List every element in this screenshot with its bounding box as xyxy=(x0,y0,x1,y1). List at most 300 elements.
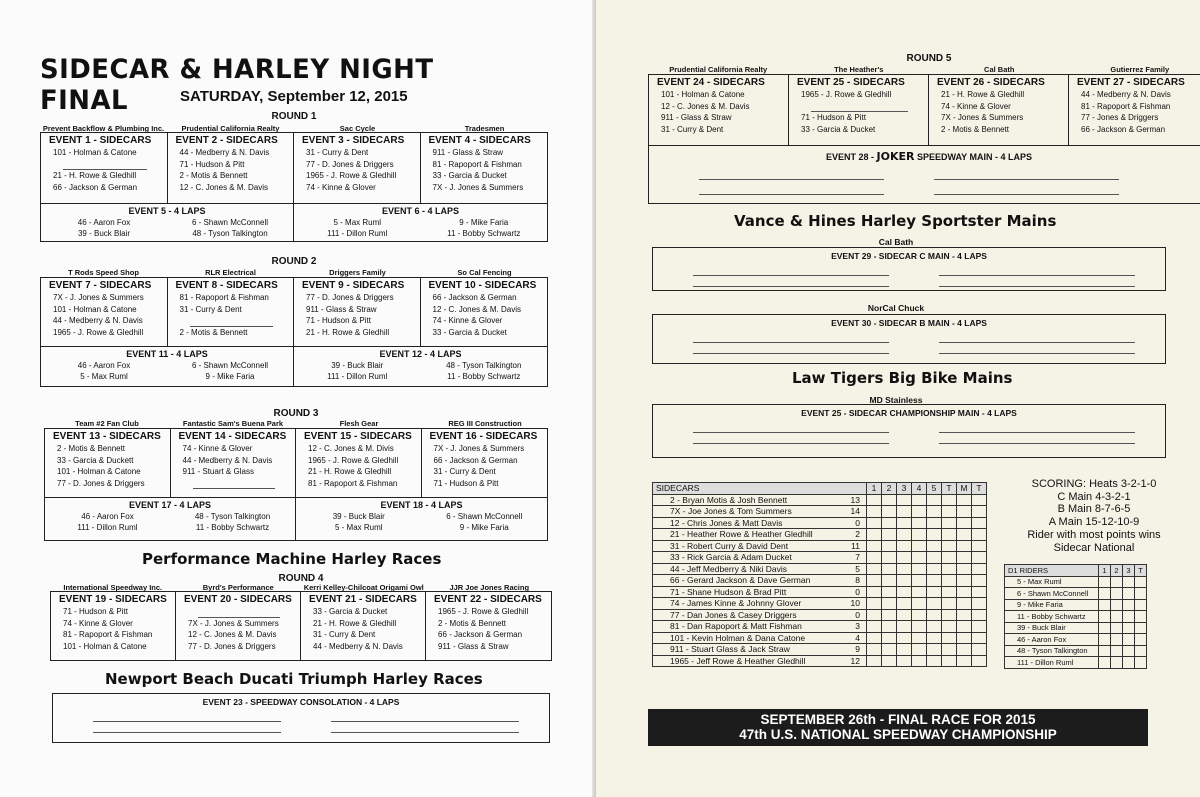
score-cell xyxy=(897,609,912,621)
score-cell xyxy=(942,644,957,656)
heat-entry: 81 - Rapoport & Fishman xyxy=(432,159,522,169)
score-cell xyxy=(1111,657,1123,669)
heat-title: EVENT 13 - SIDECARS xyxy=(53,431,161,442)
score-cell xyxy=(897,517,912,529)
score-cell xyxy=(882,494,897,506)
score-cell xyxy=(882,517,897,529)
heat-title: EVENT 26 - SIDECARS xyxy=(937,77,1045,88)
score-cell xyxy=(912,644,927,656)
four-lap-title: EVENT 6 - 4 LAPS xyxy=(381,206,460,216)
heat-entry: 81 - Rapoport & Fishman xyxy=(308,478,398,488)
blank-line xyxy=(934,184,1119,195)
heat-entry: 911 - Glass & Straw xyxy=(661,113,732,123)
heat-title: EVENT 2 - SIDECARS xyxy=(175,135,278,146)
heat-entry: 2 - Motis & Bennett xyxy=(438,618,507,628)
heat-cell xyxy=(422,429,548,497)
team-name: 77 - Dan Jones & Casey Driggers xyxy=(670,609,797,620)
four-lap-title: EVENT 17 - 4 LAPS xyxy=(128,500,212,510)
heat-title: EVENT 24 - SIDECARS xyxy=(657,77,765,88)
score-cell xyxy=(867,575,882,587)
event-29-box xyxy=(652,247,1166,291)
score-cell xyxy=(972,563,987,575)
standings-row xyxy=(653,575,987,587)
four-lap-cell xyxy=(41,347,294,386)
team-cell xyxy=(653,632,867,644)
score-cell xyxy=(912,494,927,506)
blank-line xyxy=(190,315,274,327)
score-cell xyxy=(1135,622,1147,634)
team-name: 7X - Joe Jones & Tom Summers xyxy=(670,506,792,517)
heat-entry: 101 - Holman & Catone xyxy=(53,304,137,314)
score-cell xyxy=(897,540,912,552)
d1-rider: 46 - Aaron Fox xyxy=(1005,634,1099,646)
score-cell xyxy=(1123,599,1135,611)
four-lap-title: EVENT 12 - 4 LAPS xyxy=(379,349,462,359)
md-stainless-sponsor: MD Stainless xyxy=(869,395,923,405)
team-points: 0 xyxy=(855,609,860,620)
heat-title: EVENT 10 - SIDECARS xyxy=(428,280,537,291)
score-cell xyxy=(972,540,987,552)
score-cell xyxy=(957,598,972,610)
standings-row xyxy=(653,529,987,541)
score-cell xyxy=(882,552,897,564)
d1-row xyxy=(1005,645,1147,657)
heat-cell xyxy=(168,278,295,346)
heat-entry: 911 - Stuart & Glass xyxy=(182,467,254,477)
blank-line xyxy=(198,606,280,618)
team-name: 911 - Stuart Glass & Jack Straw xyxy=(670,644,790,655)
heat-entry: 21 - H. Rowe & Gledhill xyxy=(941,90,1025,99)
score-cell xyxy=(942,529,957,541)
four-lap-riders xyxy=(300,511,543,533)
score-cell xyxy=(957,575,972,587)
heat-cell xyxy=(789,75,929,145)
score-cell xyxy=(927,494,942,506)
team-points: 14 xyxy=(850,506,860,516)
heat-entry: 911 - Glass & Straw xyxy=(438,641,509,651)
heat-entry: 7X - J. Jones & Summers xyxy=(53,293,144,302)
score-cell xyxy=(972,529,987,541)
rider-entry: 5 - Max Ruml xyxy=(334,523,383,532)
heat-cell xyxy=(294,278,421,346)
heat-entry: 71 - Hudson & Pitt xyxy=(179,159,245,169)
heat-entry: 71 - Hudson & Pitt xyxy=(433,478,499,488)
score-cell xyxy=(972,621,987,633)
event-25-champ-box xyxy=(652,404,1166,458)
score-cell xyxy=(927,563,942,575)
team-cell xyxy=(653,529,867,541)
heat-entry: 31 - Curry & Dent xyxy=(179,304,242,314)
heat-entry: 101 - Holman & Catone xyxy=(53,148,137,157)
score-cell xyxy=(957,552,972,564)
score-cell xyxy=(957,609,972,621)
rider-entry: 48 - Tyson Talkington xyxy=(194,512,271,521)
left-round1-label: ROUND 1 xyxy=(271,111,317,122)
score-cell xyxy=(927,517,942,529)
score-cell xyxy=(1111,599,1123,611)
score-cell xyxy=(942,563,957,575)
sidecar-standings-table xyxy=(652,482,987,667)
heat-entry: 33 - Garcia & Ducket xyxy=(432,171,507,181)
score-cell xyxy=(1135,599,1147,611)
score-cell xyxy=(1135,657,1147,669)
heat-grid xyxy=(50,591,552,661)
team-points: 12 xyxy=(850,655,860,666)
event-28-post: SPEEDWAY MAIN - 4 LAPS xyxy=(914,152,1032,162)
score-cell xyxy=(927,506,942,518)
heat-title: EVENT 14 - SIDECARS xyxy=(178,431,287,442)
score-cell xyxy=(972,586,987,598)
heat-entry: 7X - J. Jones & Summers xyxy=(432,182,524,192)
left-round4-label: ROUND 4 xyxy=(278,573,324,584)
team-name: 33 - Rick Garcia & Adam Ducket xyxy=(670,552,792,563)
rider-entry: 39 - Buck Blair xyxy=(332,512,385,521)
rider-entry: 11 - Bobby Schwartz xyxy=(447,229,521,238)
heat-entry: 1965 - J. Rowe & Gledhill xyxy=(306,171,397,181)
score-cell xyxy=(972,517,987,529)
standings-header-row xyxy=(653,483,987,495)
score-cell xyxy=(927,540,942,552)
heat-entry: 66 - Jackson & German xyxy=(53,182,138,192)
team-cell xyxy=(653,517,867,529)
score-cell xyxy=(897,655,912,667)
heat-grid xyxy=(40,132,548,204)
score-cell xyxy=(1123,634,1135,646)
score-cell xyxy=(912,632,927,644)
heat-entry: 44 - Medberry & N. Davis xyxy=(313,641,403,651)
score-cell xyxy=(942,506,957,518)
standings-row xyxy=(653,563,987,575)
heat-grid xyxy=(44,428,548,498)
scoring-line: Rider with most points wins xyxy=(1027,528,1161,541)
score-cell xyxy=(882,506,897,518)
score-cell xyxy=(867,621,882,633)
team-points: 11 xyxy=(851,540,860,551)
standings-col-header: 3 xyxy=(897,483,912,495)
heat-entry: 77 - Jones & Driggers xyxy=(1081,113,1159,123)
sponsor-name: Prevent Backflow & Plumbing Inc. xyxy=(42,124,165,133)
blank-line xyxy=(934,169,1119,180)
blank-line xyxy=(939,433,1135,444)
d1-rider: 5 - Max Ruml xyxy=(1005,576,1099,588)
event-28-lines xyxy=(649,163,1200,195)
event-28-box xyxy=(648,146,1200,204)
heat-entry: 12 - C. Jones & M. Davis xyxy=(188,630,277,640)
heat-entry: 33 - Garcia & Ducket xyxy=(801,124,876,134)
d1-row xyxy=(1005,611,1147,623)
score-cell xyxy=(972,655,987,667)
score-cell xyxy=(867,494,882,506)
heat-entry: 71 - Hudson & Pitt xyxy=(306,316,371,326)
sponsor-name: Fantastic Sam's Buena Park xyxy=(182,419,284,428)
team-cell xyxy=(653,563,867,575)
four-lap-cell xyxy=(294,204,547,241)
score-cell xyxy=(972,644,987,656)
team-cell xyxy=(653,598,867,610)
event-30-box xyxy=(652,314,1166,364)
law-tigers-heading: Law Tigers Big Bike Mains xyxy=(792,369,1013,387)
score-cell xyxy=(882,598,897,610)
heat-cell xyxy=(51,592,176,660)
score-cell xyxy=(1111,634,1123,646)
team-name: 44 - Jeff Medberry & Niki Davis xyxy=(670,563,787,574)
score-cell xyxy=(1111,611,1123,623)
team-points: 0 xyxy=(855,517,860,528)
score-cell xyxy=(912,621,927,633)
sponsor-name: Team #2 Fan Club xyxy=(75,419,139,428)
heat-cell xyxy=(294,133,421,203)
team-cell xyxy=(653,552,867,564)
heat-entry: 74 - Kinne & Glover xyxy=(306,182,376,192)
heat-cell xyxy=(1069,75,1200,145)
heat-entry: 71 - Hudson & Pitt xyxy=(63,607,128,616)
heat-entry: 74 - Kinne & Glover xyxy=(432,316,503,326)
heat-entry: 66 - Jackson & German xyxy=(438,630,523,640)
d1-rider: 6 - Shawn McConnell xyxy=(1005,588,1099,600)
heat-cell xyxy=(168,133,295,203)
heat-entry: 74 - Kinne & Glover xyxy=(182,444,253,453)
score-cell xyxy=(1111,622,1123,634)
score-cell xyxy=(1123,645,1135,657)
standings-col-header: T xyxy=(942,483,957,495)
score-cell xyxy=(972,494,987,506)
heat-entry: 81 - Rapoport & Fishman xyxy=(179,293,269,302)
heat-entry: 1965 - J. Rowe & Gledhill xyxy=(308,455,399,465)
score-cell xyxy=(897,563,912,575)
four-lap-row xyxy=(44,498,548,541)
score-cell xyxy=(912,575,927,587)
standings-row xyxy=(653,609,987,621)
score-cell xyxy=(942,632,957,644)
team-cell xyxy=(653,621,867,633)
team-points: 2 xyxy=(855,529,860,539)
heat-title: EVENT 27 - SIDECARS xyxy=(1077,77,1185,88)
four-lap-title: EVENT 18 - 4 LAPS xyxy=(380,500,463,510)
left-round3-label: ROUND 3 xyxy=(273,408,319,419)
rider-entry: 39 - Buck Blair xyxy=(77,229,131,238)
score-cell xyxy=(912,517,927,529)
heat-grid xyxy=(648,74,1200,146)
heat-entry: 1965 - J. Rowe & Gledhill xyxy=(801,90,892,99)
score-cell xyxy=(1099,588,1111,600)
sponsor-name: Cal Bath xyxy=(984,65,1015,74)
score-cell xyxy=(1111,588,1123,600)
score-cell xyxy=(897,632,912,644)
heat-entry: 1965 - J. Rowe & Gledhill xyxy=(53,327,144,337)
score-cell xyxy=(867,552,882,564)
heat-entry: 2 - Motis & Bennett xyxy=(57,444,126,453)
heat-entry: 31 - Curry & Dent xyxy=(306,148,369,157)
sponsor-name: REG III Construction xyxy=(448,419,522,428)
score-cell xyxy=(867,529,882,541)
heat-cell xyxy=(649,75,789,145)
heat-title: EVENT 20 - SIDECARS xyxy=(184,594,292,605)
right-round5-label: ROUND 5 xyxy=(906,53,952,64)
heat-entry: 911 - Glass & Straw xyxy=(432,148,504,157)
heat-entry: 21 - H. Rowe & Gledhill xyxy=(306,327,390,337)
sponsor-name: The Heather's xyxy=(834,65,884,74)
standings-col-header: T xyxy=(972,483,987,495)
score-cell xyxy=(927,529,942,541)
left-round2-label: ROUND 2 xyxy=(271,256,317,267)
heat-entry: 44 - Medberry & N. Davis xyxy=(1081,90,1171,99)
heat-entry: 66 - Jackson & German xyxy=(1081,124,1166,134)
heat-entry: 7X - J. Jones & Summers xyxy=(188,618,279,628)
four-lap-title: EVENT 5 - 4 LAPS xyxy=(128,206,206,216)
d1-col-header: T xyxy=(1135,565,1147,577)
heat-entry: 77 - D. Jones & Driggers xyxy=(57,478,145,488)
sponsor-name: Byrd's Performance xyxy=(202,583,274,592)
rider-entry: 48 - Tyson Talkington xyxy=(446,361,522,370)
event-28-joker: JOKER xyxy=(876,150,915,163)
score-cell xyxy=(912,506,927,518)
score-cell xyxy=(957,586,972,598)
score-cell xyxy=(867,655,882,667)
score-cell xyxy=(957,632,972,644)
blank-line xyxy=(939,343,1135,354)
blank-line xyxy=(939,422,1135,433)
d1-header: D1 RIDERS xyxy=(1005,565,1099,577)
d1-rider: 9 - Mike Faria xyxy=(1005,599,1099,611)
standings-row xyxy=(653,621,987,633)
d1-row xyxy=(1005,622,1147,634)
heat-cell xyxy=(296,429,422,497)
heat-title: EVENT 7 - SIDECARS xyxy=(49,280,152,291)
team-cell xyxy=(653,655,867,667)
heat-entry: 2 - Motis & Bennett xyxy=(179,171,248,181)
four-lap-cell xyxy=(45,498,296,540)
score-cell xyxy=(957,517,972,529)
right-sheet xyxy=(596,0,1200,797)
heat-entry: 2 - Motis & Bennett xyxy=(941,124,1010,134)
rider-entry: 6 - Shawn McConnell xyxy=(191,361,269,370)
score-cell xyxy=(927,632,942,644)
team-name: 66 - Gerard Jackson & Dave German xyxy=(670,575,811,586)
heat-title: EVENT 9 - SIDECARS xyxy=(302,280,405,291)
heat-entry: 33 - Garcia & Ducket xyxy=(432,327,507,337)
heat-title: EVENT 16 - SIDECARS xyxy=(429,431,538,442)
d1-rider: 48 - Tyson Talkington xyxy=(1005,645,1099,657)
event-30-title: EVENT 30 - SIDECAR B MAIN - 4 LAPS xyxy=(831,318,987,328)
team-name: 2 - Bryan Motis & Josh Bennett xyxy=(670,494,788,505)
score-cell xyxy=(972,575,987,587)
score-cell xyxy=(972,609,987,621)
heat-entry: 33 - Garcia & Duckett xyxy=(57,455,134,465)
d1-row xyxy=(1005,599,1147,611)
d1-col-header: 2 xyxy=(1111,565,1123,577)
blank-line xyxy=(693,343,889,354)
norcal-sponsor: NorCal Chuck xyxy=(867,303,925,313)
score-cell xyxy=(912,552,927,564)
score-cell xyxy=(927,598,942,610)
score-cell xyxy=(927,575,942,587)
performance-heading: Performance Machine Harley Races xyxy=(142,550,442,568)
standings-row xyxy=(653,517,987,529)
sponsor-name: Flesh Gear xyxy=(339,419,379,428)
score-cell xyxy=(882,540,897,552)
heat-entry: 77 - D. Jones & Driggers xyxy=(306,159,394,169)
score-cell xyxy=(867,540,882,552)
blank-line xyxy=(693,422,889,433)
score-cell xyxy=(927,655,942,667)
scoring-rules xyxy=(1014,478,1174,554)
score-cell xyxy=(1099,611,1111,623)
heat-entry: 44 - Medberry & N. Davis xyxy=(53,316,143,326)
scoring-line: C Main 4-3-2-1 xyxy=(1057,490,1131,503)
banner-line-2: 47th U.S. NATIONAL SPEEDWAY CHAMPIONSHIP xyxy=(739,727,1057,742)
sponsor-name: RLR Electrical xyxy=(205,268,256,277)
score-cell xyxy=(897,575,912,587)
score-cell xyxy=(927,621,942,633)
heat-entry: 31 - Curry & Dent xyxy=(661,124,724,134)
standings-col-header: 5 xyxy=(927,483,942,495)
blank-line xyxy=(63,159,147,171)
heat-entry: 81 - Rapoport & Fishman xyxy=(63,630,153,640)
score-cell xyxy=(897,494,912,506)
rider-entry: 46 - Aaron Fox xyxy=(77,361,131,370)
d1-row xyxy=(1005,657,1147,669)
sponsor-name: Tradesmen xyxy=(464,124,505,133)
sponsor-name: Prudential California Realty xyxy=(181,124,280,133)
score-cell xyxy=(942,517,957,529)
team-name: 101 - Kevin Holman & Dana Catone xyxy=(670,632,806,643)
score-cell xyxy=(912,598,927,610)
score-cell xyxy=(867,609,882,621)
page-title: SIDECAR & HARLEY NIGHT FINAL xyxy=(40,54,434,116)
score-cell xyxy=(882,529,897,541)
team-cell xyxy=(653,575,867,587)
heat-entry: 21 - H. Rowe & Gledhill xyxy=(53,171,137,181)
blank-line xyxy=(693,433,889,444)
score-cell xyxy=(957,644,972,656)
event-23-title: EVENT 23 - SPEEDWAY CONSOLATION - 4 LAPS xyxy=(202,697,400,707)
rider-entry: 111 - Dillon Ruml xyxy=(77,523,138,532)
team-name: 12 - Chris Jones & Matt Davis xyxy=(670,517,783,528)
heat-entry: 21 - H. Rowe & Gledhill xyxy=(313,618,397,628)
rider-entry: 111 - Dillon Ruml xyxy=(327,372,388,381)
four-lap-cell xyxy=(296,498,547,540)
blank-line xyxy=(93,711,281,722)
heat-entry: 7X - Jones & Summers xyxy=(941,113,1024,123)
heat-entry: 12 - C. Jones & M. Davis xyxy=(661,101,750,111)
event-date: SATURDAY, September 12, 2015 xyxy=(180,88,408,105)
final-race-banner xyxy=(648,709,1148,746)
standings-col-header: 1 xyxy=(867,483,882,495)
heat-entry: 77 - D. Jones & Driggers xyxy=(306,293,394,302)
d1-riders-table xyxy=(1004,564,1147,669)
team-name: 81 - Dan Rapoport & Matt Fishman xyxy=(670,621,802,632)
team-points: 0 xyxy=(855,586,860,597)
score-cell xyxy=(882,609,897,621)
score-cell xyxy=(882,563,897,575)
score-cell xyxy=(1123,611,1135,623)
heat-title: EVENT 22 - SIDECARS xyxy=(434,594,542,605)
score-cell xyxy=(972,598,987,610)
score-cell xyxy=(912,586,927,598)
scoring-line: SCORING: Heats 3-2-1-0 xyxy=(1031,478,1157,490)
score-cell xyxy=(1135,588,1147,600)
d1-rider: 39 - Buck Blair xyxy=(1005,622,1099,634)
blank-line xyxy=(699,169,884,180)
heat-title: EVENT 3 - SIDECARS xyxy=(302,135,405,146)
newport-heading: Newport Beach Ducati Triumph Harley Races xyxy=(105,670,483,688)
heat-entry: 12 - C. Jones & M. Davis xyxy=(432,304,521,314)
scoring-line: B Main 8-7-6-5 xyxy=(1057,503,1131,516)
standings-row xyxy=(653,552,987,564)
sponsor-name: Kerri Kelley-Chilcoat Origami Owl xyxy=(303,583,424,592)
score-cell xyxy=(1135,645,1147,657)
score-cell xyxy=(867,644,882,656)
